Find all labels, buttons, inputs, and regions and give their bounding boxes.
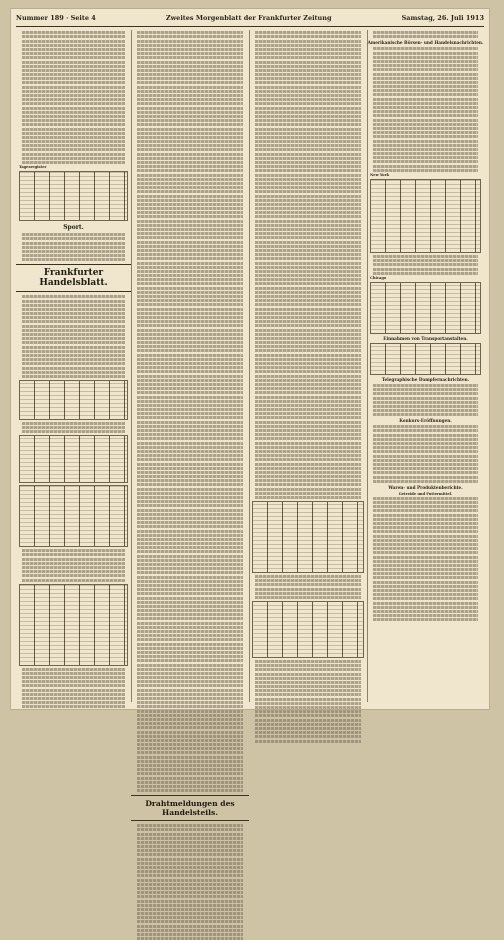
amerikanische-heading: Amerikanische Börsen- und Handelsnachrichten. — [367, 40, 484, 46]
col3-table-a — [252, 501, 364, 573]
chicago-label: Chicago — [370, 275, 387, 280]
konkurs-heading: Konkurs-Eröffnungen. — [399, 418, 452, 424]
sport-heading: Sport. — [63, 224, 84, 232]
column-4 — [367, 30, 484, 702]
col1-table-a — [19, 171, 128, 221]
col1-text-b — [16, 233, 131, 261]
col2-text-a — [131, 31, 249, 792]
col1-table-c — [19, 435, 128, 483]
header-issue: Nummer 189 · Seite 4 — [16, 14, 96, 22]
newspaper-page — [10, 8, 490, 818]
chicago-table — [370, 282, 481, 334]
einnahmen-table — [370, 343, 481, 375]
waren-heading: Waren- und Produktenberichte. — [388, 484, 463, 490]
page-header — [16, 12, 484, 24]
col1-text-a — [16, 31, 131, 164]
telegraphische-heading: Telegraphische Dampfernachrichten. — [381, 376, 470, 382]
column-1 — [16, 30, 132, 702]
header-rule — [16, 26, 484, 27]
col3-text-a — [249, 31, 367, 499]
getreide-heading: Getreide und Futtermittel. — [398, 491, 453, 496]
newyork-table — [370, 179, 481, 253]
header-date: Samstag, 26. Juli 1913 — [401, 14, 484, 22]
col1-table-d — [19, 485, 128, 547]
col1-text-c — [16, 295, 131, 378]
column-3 — [249, 30, 368, 702]
col3-table-b — [252, 601, 364, 658]
einnahmen-heading: Einnahmen von Transportanstalten. — [383, 335, 468, 341]
col2-text-b — [131, 824, 249, 940]
header-masthead: Zweites Morgenblatt der Frankfurter Zeitung — [165, 14, 332, 22]
col1-table-e — [19, 584, 128, 666]
drahtmeldungen-heading: Drahtmeldungen des Handelsteils. — [131, 795, 249, 821]
newyork-label: New York — [370, 173, 389, 177]
col1-table-b — [19, 380, 128, 420]
handelsblatt-heading: Frankfurter Handelsblatt. — [16, 264, 131, 292]
column-2 — [131, 30, 250, 818]
tagesregister-heading: Tagesregister — [19, 165, 47, 170]
